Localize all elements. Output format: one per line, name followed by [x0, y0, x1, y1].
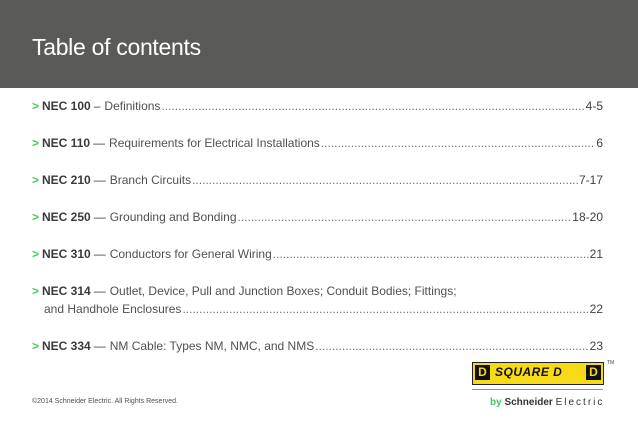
arrow-icon: > [32, 284, 40, 298]
arrow-icon: > [32, 173, 40, 187]
arrow-icon: > [32, 136, 40, 150]
brand-byline [490, 397, 604, 408]
dot-leader [321, 136, 596, 151]
toc-code: NEC 310 [42, 247, 91, 261]
arrow-icon: > [32, 247, 40, 261]
toc-title: Requirements for Electrical Installations [109, 136, 320, 150]
brand-name-light: Electric [555, 397, 605, 408]
dot-leader [182, 302, 588, 317]
toc-title: Definitions [104, 99, 161, 113]
toc-separator: — [93, 284, 106, 298]
toc-separator: — [93, 173, 106, 187]
toc-page: 7-17 [578, 173, 603, 187]
logo-d-mark-left: D [475, 365, 490, 380]
toc-page: 23 [589, 339, 603, 353]
toc-code: NEC 314 [42, 284, 91, 298]
toc-code: NEC 334 [42, 339, 91, 353]
square-d-logo [472, 362, 604, 385]
arrow-icon: > [32, 99, 40, 113]
arrow-icon: > [32, 339, 40, 353]
arrow-icon: > [32, 210, 40, 224]
toc-list [32, 99, 603, 354]
header-band [0, 0, 638, 88]
toc-title: Branch Circuits [109, 173, 192, 187]
toc-entry-nec-110[interactable] [32, 136, 603, 151]
toc-code: NEC 100 [42, 99, 91, 113]
toc-page: 6 [596, 136, 603, 150]
toc-title: Grounding and Bonding [109, 210, 237, 224]
toc-entry-nec-310[interactable] [32, 247, 603, 262]
toc-page: 4-5 [585, 99, 603, 113]
logo-text: SQUARE D [495, 365, 563, 379]
toc-page: 18-20 [572, 210, 603, 224]
toc-separator: — [93, 210, 106, 224]
toc-title: NM Cable: Types NM, NMC, and NMS [109, 339, 315, 353]
dot-leader [192, 173, 578, 188]
logo-d-mark-right: D [586, 365, 601, 380]
toc-entry-nec-314-continued[interactable] [32, 302, 603, 317]
byline-by: by [490, 397, 502, 408]
toc-entry-nec-100[interactable] [32, 99, 603, 114]
dot-leader [161, 99, 584, 114]
toc-title-continued: and Handhole Enclosures [44, 302, 182, 316]
toc-title: Outlet, Device, Pull and Junction Boxes; Conduit Bodies; Fittings; [109, 284, 457, 298]
toc-entry-nec-210[interactable] [32, 173, 603, 188]
toc-separator: — [93, 247, 106, 261]
dot-leader [315, 339, 588, 354]
toc-separator: — [93, 136, 106, 150]
copyright-notice: ©2014 Schneider Electric. All Rights Reserved. [32, 398, 179, 405]
toc-code: NEC 250 [42, 210, 91, 224]
page-title: Table of contents [32, 34, 201, 60]
brand-name-bold: Schneider [504, 397, 553, 408]
toc-title: Conductors for General Wiring [109, 247, 272, 261]
toc-page: 22 [589, 302, 603, 316]
dot-leader [238, 210, 572, 225]
toc-page: 21 [589, 247, 603, 261]
trademark-mark: TM [607, 360, 615, 366]
logo-divider [472, 389, 603, 390]
dot-leader [273, 247, 589, 262]
toc-code: NEC 110 [42, 136, 91, 150]
toc-code: NEC 210 [42, 173, 91, 187]
toc-entry-nec-250[interactable] [32, 210, 603, 225]
toc-entry-nec-314[interactable] [32, 284, 603, 299]
toc-entry-nec-334[interactable] [32, 339, 603, 354]
toc-separator: — [93, 339, 106, 353]
toc-separator: – [93, 99, 101, 113]
